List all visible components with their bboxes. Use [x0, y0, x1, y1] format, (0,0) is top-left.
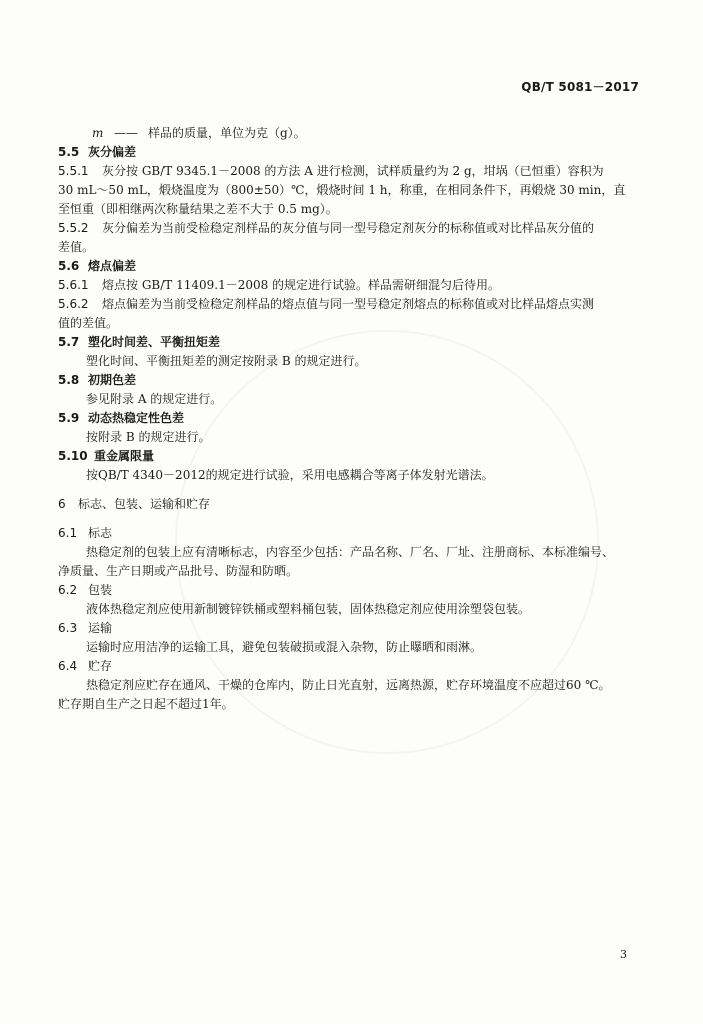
section-title: 标志: [88, 526, 113, 540]
section-5-7-heading: [58, 333, 642, 352]
chapter-6-heading: [58, 495, 642, 514]
section-5-9-heading: [58, 409, 642, 428]
section-number: 5.5: [58, 145, 80, 159]
section-title: 熔点偏差: [88, 259, 137, 273]
section-6-3-heading: [58, 619, 642, 638]
section-title: 灰分偏差: [88, 145, 137, 159]
paragraph-text-line: 按附录 B 的规定进行。: [86, 430, 211, 444]
paragraph-text-line: 热稳定剂应贮存在通风、干燥的仓库内，防止日光直射，远离热源，贮存环境温度不应超过60 ℃。: [86, 678, 611, 692]
section-title: 贮存: [88, 659, 113, 673]
paragraph-text-line: 塑化时间、平衡扭矩差的测定按附录 B 的规定进行。: [86, 354, 367, 368]
variable-definition: [58, 124, 642, 143]
paragraph-text-line: 净质量、生产日期或产品批号、防湿和防晒。: [58, 564, 299, 578]
paragraph-text-line: 至恒重（即相继两次称量结果之差不大于 0.5 mg）。: [58, 202, 338, 216]
paragraph-text-line: 熔点偏差为当前受检稳定剂样品的熔点值与同一型号稳定剂熔点的标称值或对比样品熔点实测: [102, 297, 595, 311]
variable-description: 样品的质量，单位为克（g）。: [148, 126, 306, 140]
section-title: 初期色差: [88, 373, 137, 387]
paragraph-text-line: 灰分按 GB/T 9345.1－2008 的方法 A 进行检测，试样质量约为 2 g，坩埚（已恒重）容积为: [102, 164, 604, 178]
paragraph-text-line: 差值。: [58, 240, 95, 254]
section-title: 塑化时间差、平衡扭矩差: [88, 335, 221, 349]
paragraph-text-line: 按QB/T 4340－2012的规定进行试验，采用电感耦合等离子体发射光谱法。: [86, 468, 494, 482]
paragraph-text-line: 30 mL～50 mL，煅烧温度为（800±50）℃，煅烧时间 1 h，称重，在相同条件下，再煅烧 30 min，直: [58, 183, 626, 197]
paragraph-text-line: 运输时应用洁净的运输工具，避免包装破损或混入杂物，防止曝晒和雨淋。: [86, 640, 483, 654]
variable-dash: ——: [114, 126, 138, 140]
paragraph-text-line: 参见附录 A 的规定进行。: [86, 392, 223, 406]
paragraph-5-6-1: [58, 276, 642, 295]
paragraph-number: 5.6.1: [58, 278, 89, 292]
section-title: 重金属限量: [94, 449, 155, 463]
section-number: 5.8: [58, 373, 80, 387]
paragraph-5-6-2: [58, 295, 642, 314]
section-number: 5.7: [58, 335, 80, 349]
section-title: 动态热稳定性色差: [88, 411, 185, 425]
paragraph-text-line: 液体热稳定剂应使用新制镀锌铁桶或塑料桶包装，固体热稳定剂应使用涂塑袋包装。: [86, 602, 531, 616]
paragraph-text-line: 灰分偏差为当前受检稳定剂样品的灰分值与同一型号稳定剂灰分的标称值或对比样品灰分值的: [102, 221, 595, 235]
section-5-8-heading: [58, 371, 642, 390]
paragraph-5-5-1: [58, 162, 642, 181]
section-6-4-heading: [58, 657, 642, 676]
paragraph-5-5-2: [58, 219, 642, 238]
paragraph-text-line: 热稳定剂的包装上应有清晰标志，内容至少包括：产品名称、厂名、厂址、注册商标、本标准编号、: [86, 545, 615, 559]
standard-code: QB/T 5081－2017: [521, 80, 639, 94]
paragraph-number: 5.6.2: [58, 297, 89, 311]
section-number: 6.4: [58, 659, 78, 673]
paragraph-text-line: 值的差值。: [58, 316, 119, 330]
section-number: 5.10: [58, 449, 88, 463]
section-6-1-heading: [58, 524, 642, 543]
section-number: 6.3: [58, 621, 78, 635]
section-number: 6.1: [58, 526, 78, 540]
chapter-number: 6: [58, 497, 66, 511]
paragraph-text-line: 熔点按 GB/T 11409.1－2008 的规定进行试验。样品需研细混匀后待用。: [102, 278, 501, 292]
chapter-title: 标志、包装、运输和贮存: [78, 497, 211, 511]
section-6-2-heading: [58, 581, 642, 600]
section-number: 5.6: [58, 259, 80, 273]
section-number: 5.9: [58, 411, 80, 425]
variable-symbol: m: [92, 126, 104, 140]
section-number: 6.2: [58, 583, 78, 597]
section-5-5-heading: [58, 143, 642, 162]
paragraph-number: 5.5.1: [58, 164, 89, 178]
page-number: 3: [620, 948, 627, 961]
section-5-6-heading: [58, 257, 642, 276]
section-5-10-heading: [58, 447, 642, 466]
section-title: 包装: [88, 583, 113, 597]
paragraph-text-line: 贮存期自生产之日起不超过1年。: [58, 697, 234, 711]
section-title: 运输: [88, 621, 113, 635]
document-body: [58, 124, 642, 714]
paragraph-number: 5.5.2: [58, 221, 89, 235]
